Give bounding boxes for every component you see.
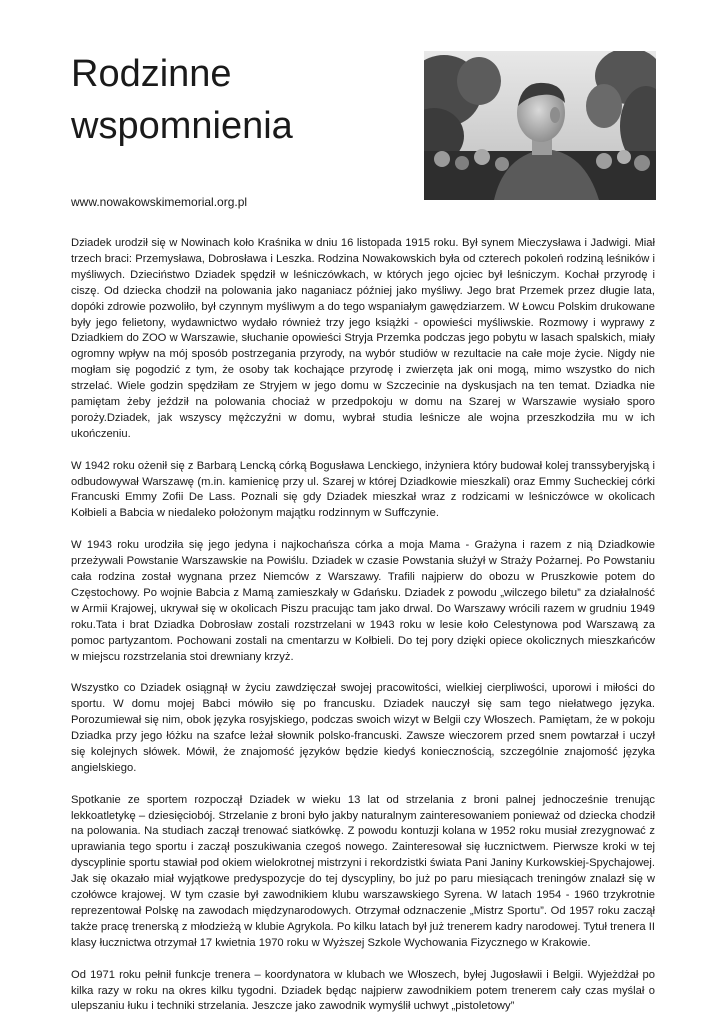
paragraph-4: Wszystko co Dziadek osiągnął w życiu zawdzięczał swojej pracowitości, wielkiej cierpliwości, uporowi i miłości do sportu. W domu mojej Babci mówiło się po francusku. Dziadek nauczył się sam tego niełatwego języka. Porozumiewał się nim, obok języka rosyjskiego, podczas swoich wizyt w Belgii czy Włoszech. Pamiętam, że w pokoju Dziadka przy jego łóżku na szafce leżał słownik polsko-francuski. Zawsze wieczorem przed snem powtarzał i uczył się kolejnych słówek. Mówił, że znajomość języków będzie kiedyś koniecznością, szczególnie znajomość języka angielskiego.: [71, 682, 655, 774]
paragraph-5: Spotkanie ze sportem rozpoczął Dziadek w wieku 13 lat od strzelania z broni palnej jednocześnie trenując lekkoatletykę – dziesięciobój. Strzelanie z broni było jakby naturalnym zainteresowaniem ponieważ od dziecka chodził na polowania. Na studiach zaczął trenować siatkówkę. Z powodu kontuzji kolana w 1952 roku musiał zrezygnować z uprawiania tego sportu i zaczął poszukiwania czegoś nowego. Zainteresował się łucznictwem. Pierwsze kroki w tej dyscyplinie sportu stawiał pod okiem wielokrotnej mistrzyni i rekordzistki świata Pani Janiny Kurkowskiej-Spychajowej. Jak się okazało miał wyjątkowe predyspozycje do tej dyscypliny, bo już po paru miesiącach treningów znalazł się w czołówce krajowej. W tym czasie był zawodnikiem klubu warszawskiego Syrena. W latach 1954 - 1960 trzykrotnie reprezentował Polskę na zawodach międzynarodowych. Otrzymał odznaczenie „Mistrz Sportu”. Od 1957 roku zaczął także pracę trenerską z młodzieżą w klubie Agrykola. Po kilku latach był już trenerem kadry narodowej. Tytuł trenera II klasy łucznictwa otrzymał 17 kwietnia 1970 roku w Wyższej Szkole Wychowania Fizycznego w Krakowie.: [71, 793, 655, 949]
paragraph-1: Dziadek urodził się w Nowinach koło Kraśnika w dniu 16 listopada 1915 roku. Był synem Mieczysława i Jadwigi. Miał trzech braci: Przemysława, Dobrosława i Leszka. Rodzina Nowakowskich była od czterech pokoleń rodziną leśników i myśliwych. Dzieciństwo Dziadek spędził w leśniczówkach, w których jego ojciec był leśniczym. Kochał przyrodę i ciszę. Od dziecka chodził na polowania jako naganiacz później jako myśliwy. Jego brat Przemek przez długie lata, dopóki zdrowie pozwoliło, był czynnym myśliwym a do tego wspaniałym gawędziarzem. W Łowcu Polskim drukowane były jego felietony, wydawnictwo wydało również trzy jego książki - opowieści myśliwskie. Rozmowy i wyprawy z Dziadkiem do ZOO w Warszawie, słuchanie opowieści Stryja Przemka podczas jego pobytu w lasach spalskich, miały ogromny wpływ na mój sposób postrzegania przyrody, na wybór studiów w rezultacie na całe moje życie. Nigdy nie mogłam się pogodzić z tym, że osoby tak kochające przyrodę i zwierzęta jak oni mogą, mimo wszystko do nich strzelać. Wiele godzin spędziłam ze Stryjem w jego domu w Szczecinie na dyskusjach na ten temat. Dziadka nie pamiętam żeby jeździł na polowania chociaż w przedpokoju w domu na Szarej w Warszawie wysiało sporo poroży.Dziadek, jak wszyscy mężczyźni w domu, wybrał studia leśnicze ale wojna przeszkodziła mu w ich ukończeniu.: [71, 237, 655, 440]
website-link[interactable]: www.nowakowskimemorial.org.pl: [71, 195, 248, 209]
portrait-photo-graphic: [424, 51, 656, 200]
portrait-photo: [424, 51, 656, 200]
paragraph-6: Od 1971 roku pełnił funkcje trenera – koordynatora w klubach we Włoszech, byłej Jugosławii i Belgii. Wyjeżdżał po kilka razy w roku na okres kilku tygodni. Dziadek będąc najpierw zawodnikiem potem trenerem cały czas myślał o ulepszaniu łuku i techniki strzelania. Jeszcze jako zawodnik wymyślił uchwyt „pistoletowy”: [71, 968, 655, 1013]
article-body: [71, 236, 655, 1031]
paragraph-2: W 1942 roku ożenił się z Barbarą Lencką córką Bogusława Lenckiego, inżyniera który budował kolej transsyberyjską i odbudowywał Warszawę (m.in. kamienicę przy ul. Szarej w której Dziadkowie mieszkali) oraz Emmy Sucheckiej córki Francuski Emmy Zofii De Lass. Poznali się gdy Dziadek mieszkał wraz z rodzicami w leśniczówce w okolicach Kołbieli a Babcia w niedaleko położonym majątku rodzinnym w Suffczynie.: [71, 459, 655, 520]
title-line-2: wspomnienia: [71, 105, 293, 147]
title-line-1: Rodzinne: [71, 53, 232, 95]
paragraph-3: W 1943 roku urodziła się jego jedyna i najkochańsza córka a moja Mama - Grażyna i razem z nią Dziadkowie przeżywali Powstanie Warszawskie na Powiślu. Dziadek w czasie Powstania służył w Straży Pożarnej. Po Powstaniu cała rodzina został wygnana przez Niemców z Warszawy. Trafili najpierw do obozu w Pruszkowie potem do Częstochowy. Po wojnie Babcia z Mamą zamieszkały w Gdańsku. Dziadek z powodu „wilczego biletu” za działalność w Armii Krajowej, ukrywał się w okolicach Piszu pracując tam jako drwal. Do Warszawy wrócili razem w grudniu 1949 roku.Tata i brat Dziadka Dobrosław zostali rozstrzelani w 1943 roku w lesie koło Celestynowa pod Warszawą za pomoc partyzantom. Pochowani zostali na cmentarzu w Kołbieli. Do tej pory dzięki opiece okolicznych mieszkańców w miejscu rozstrzelania stoi drewniany krzyż.: [71, 539, 655, 663]
page-title: [71, 48, 401, 152]
